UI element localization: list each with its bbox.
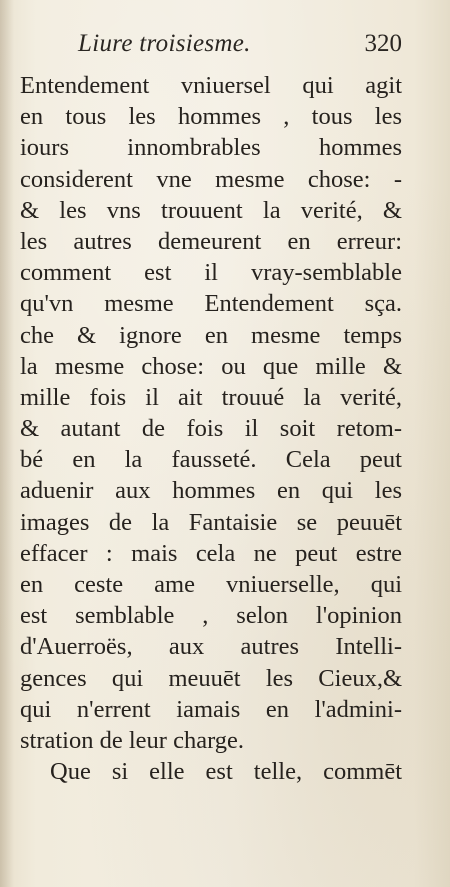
text-line: qui n'errent iamais en l'admini- bbox=[20, 695, 402, 723]
text-line: les autres demeurent en erreur: bbox=[20, 227, 402, 255]
page-header bbox=[78, 30, 402, 64]
text-line: & autant de fois il soit retom- bbox=[20, 415, 402, 443]
text-line: effacer : mais cela ne peut estre bbox=[20, 539, 402, 567]
text-line: comment est il vray-semblable bbox=[20, 259, 402, 287]
page-number: 320 bbox=[364, 30, 402, 57]
text-line: bé en la fausseté. Cela peut bbox=[20, 446, 402, 474]
text-line: iours innombrables hommes bbox=[20, 134, 402, 162]
text-line: mille fois il ait trouué la verité, bbox=[20, 383, 402, 411]
text-line: est semblable , selon l'opinion bbox=[20, 602, 402, 630]
text-line: stration de leur charge. bbox=[20, 726, 245, 754]
text-line: aduenir aux hommes en qui les bbox=[20, 477, 402, 505]
text-line: considerent vne mesme chose: - bbox=[20, 165, 402, 193]
text-line: che & ignore en mesme temps bbox=[20, 321, 402, 349]
text-line: la mesme chose: ou que mille & bbox=[20, 352, 402, 380]
text-line: Entendement vniuersel qui agit bbox=[20, 72, 402, 99]
text-line: images de la Fantaisie se peuuēt bbox=[20, 508, 402, 536]
text-line: en ceste ame vniuerselle, qui bbox=[20, 571, 402, 598]
text-line: qu'vn mesme Entendement sça. bbox=[20, 290, 402, 318]
text-line: gences qui meuuēt les Cieux,& bbox=[20, 664, 402, 692]
text-line: Que si elle est telle, commēt bbox=[50, 758, 402, 786]
text-line: d'Auerroës, aux autres Intelli- bbox=[20, 633, 402, 661]
text-line: & les vns trouuent la verité, & bbox=[20, 196, 402, 224]
text-line: en tous les hommes , tous les bbox=[20, 103, 402, 131]
running-title: Liure troisiesme. bbox=[78, 30, 251, 57]
body-text bbox=[20, 70, 402, 787]
